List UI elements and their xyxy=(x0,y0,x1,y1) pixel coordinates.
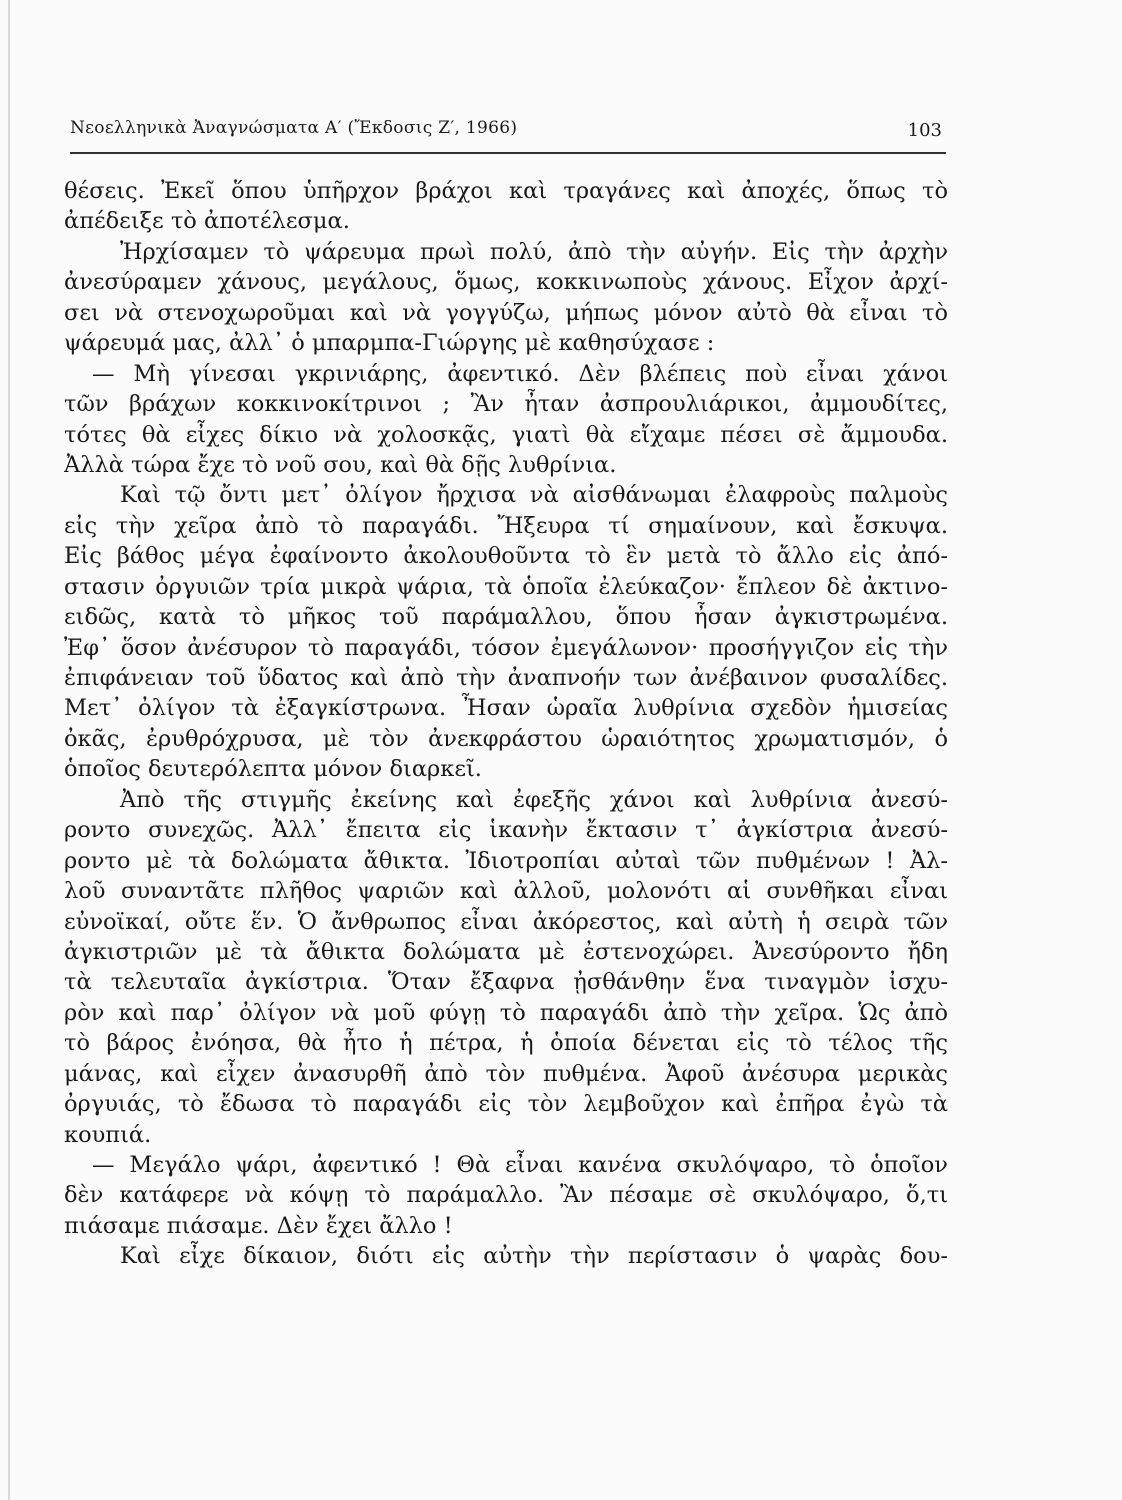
text-line: ψάρευμά μας, ἀλλ᾽ ὁ μπαρμπα-Γιώργης μὲ καθησύχασε : xyxy=(64,330,715,357)
page-gutter-edge xyxy=(8,0,10,1500)
text-line: Μετ᾽ ὀλίγον τὰ ἐξαγκίστρωνα. Ἦσαν ὡραῖα λυθρίνια σχεδὸν ἡμισείας xyxy=(64,695,948,722)
text-line: κουπιά. xyxy=(64,1121,152,1148)
text-line: εἰς τὴν χεῖρα ἀπὸ τὸ παραγάδι. Ἤξευρα τί σημαίνουν, καὶ ἔσκυψα. xyxy=(64,512,948,539)
text-line: πιάσαμε πιάσαμε. Δὲν ἔχει ἄλλο ! xyxy=(64,1212,453,1239)
text-line: εὐνοϊκαί, οὔτε ἕν. Ὁ ἄνθρωπος εἶναι ἀκόρεστος, καὶ αὐτὴ ἡ σειρὰ τῶν xyxy=(64,908,948,935)
text-line: τὰ τελευταῖα ἀγκίστρια. Ὅταν ἔξαφνα ᾐσθάνθην ἕνα τιναγμὸν ἰσχυ- xyxy=(64,969,948,996)
text-line: θέσεις. Ἐκεῖ ὅπου ὑπῆρχον βράχοι καὶ τραγάνες καὶ ἀποχές, ὅπως τὸ xyxy=(64,178,948,204)
dialogue-line: — Μεγάλο ψάρι, ἀφεντικό ! Θὰ εἶναι κανένα σκυλόψαρο, τὸ ὁποῖον xyxy=(92,1152,948,1178)
text-line: ὀργυιάς, τὸ ἔδωσα τὸ παραγάδι εἰς τὸν λεμβοῦχον καὶ ἐπῆρα ἐγὼ τὰ xyxy=(64,1091,948,1118)
text-line: δὲν κατάφερε νὰ κόψῃ τὸ παράμαλλο. Ἂν πέσαμε σὲ σκυλόψαρο, ὅ,τι xyxy=(64,1182,948,1209)
text-line: λοῦ συναντᾶτε πλῆθος ψαριῶν καὶ ἀλλοῦ, μολονότι αἱ συνθῆκαι εἶναι xyxy=(64,878,948,905)
text-line: Ἐφ᾽ ὅσον ἀνέσυρον τὸ παραγάδι, τόσον ἐμεγάλωνον· προσήγγιζον εἰς τὴν xyxy=(64,634,948,661)
text-line: Ἀλλὰ τώρα ἔχε τὸ νοῦ σου, καὶ θὰ δῇς λυθρίνια. xyxy=(64,451,617,478)
text-line: ἀπέδειξε τὸ ἀποτέλεσμα. xyxy=(64,208,350,235)
text-line: ὀκᾶς, ἐρυθρόχρυσα, μὲ τὸν ἀνεκφράστου ὡραιότητος χρωματισμόν, ὁ xyxy=(64,725,948,752)
page-number: 103 xyxy=(907,120,942,141)
text-line: ἀνεσύραμεν χάνους, μεγάλους, ὅμως, κοκκινωποὺς χάνους. Εἶχον ἀρχί- xyxy=(64,269,948,296)
text-line: ἐπιφάνειαν τοῦ ὕδατος καὶ ἀπὸ τὴν ἀναπνοήν των ἀνέβαινον φυσαλίδες. xyxy=(64,665,948,691)
text-line: ἀγκιστριῶν μὲ τὰ ἄθικτα δολώματα μὲ ἐστενοχώρει. Ἀνεσύροντο ἤδη xyxy=(64,938,948,965)
paragraph-first-line: Ἠρχίσαμεν τὸ ψάρευμα πρωὶ πολύ, ἀπὸ τὴν αὐγήν. Εἰς τὴν ἀρχὴν xyxy=(120,238,948,265)
text-line: τῶν βράχων κοκκινοκίτρινοι ; Ἂν ἦταν ἀσπρουλιάρικοι, ἀμμουδίτες, xyxy=(64,391,948,418)
body-text xyxy=(64,176,948,1272)
text-line: μάνας, καὶ εἶχεν ἀνασυρθῆ ἀπὸ τὸν πυθμένα. Ἀφοῦ ἀνέσυρα μερικὰς xyxy=(64,1060,948,1087)
text-line: τὸ βάρος ἐνόησα, θὰ ἦτο ἡ πέτρα, ἡ ὁποία δένεται εἰς τὸ τέλος τῆς xyxy=(64,1030,948,1057)
text-line: ρὸν καὶ παρ᾽ ὀλίγον νὰ μοῦ φύγῃ τὸ παραγάδι ἀπὸ τὴν χεῖρα. Ὡς ἀπὸ xyxy=(64,999,948,1026)
page-header xyxy=(70,112,946,154)
text-line: ροντο συνεχῶς. Ἀλλ᾽ ἔπειτα εἰς ἱκανὴν ἔκτασιν τ᾽ ἀγκίστρια ἀνεσύ- xyxy=(64,817,948,844)
text-line: στασιν ὀργυιῶν τρία μικρὰ ψάρια, τὰ ὁποῖα ἐλεύκαζον· ἔπλεον δὲ ἀκτινο- xyxy=(64,573,948,600)
dialogue-line: — Μὴ γίνεσαι γκρινιάρης, ἀφεντικό. Δὲν βλέπεις ποὺ εἶναι χάνοι xyxy=(92,360,948,387)
running-head: Νεοελληνικὰ Ἀναγνώσματα Α′ (Ἔκδοσις Ζ′, 1966) xyxy=(70,118,518,138)
paragraph-first-line: Καὶ εἶχε δίκαιον, διότι εἰς αὐτὴν τὴν περίστασιν ὁ ψαρὰς δου- xyxy=(120,1243,948,1270)
paragraph-first-line: Ἀπὸ τῆς στιγμῆς ἐκείνης καὶ ἐφεξῆς χάνοι καὶ λυθρίνια ἀνεσύ- xyxy=(120,786,948,813)
text-line: σει νὰ στενοχωροῦμαι καὶ νὰ γογγύζω, μήπως μόνον αὐτὸ θὰ εἶναι τὸ xyxy=(64,299,948,326)
text-line: ειδῶς, κατὰ τὸ μῆκος τοῦ παράμαλλου, ὅπου ἦσαν ἀγκιστρωμένα. xyxy=(64,604,948,631)
paragraph-first-line: Καὶ τῷ ὄντι μετ᾽ ὀλίγον ἤρχισα νὰ αἰσθάνωμαι ἐλαφροὺς παλμοὺς xyxy=(120,482,948,509)
text-line: Εἰς βάθος μέγα ἐφαίνοντο ἀκολουθοῦντα τὸ ἓν μετὰ τὸ ἄλλο εἰς ἀπό- xyxy=(64,543,948,570)
text-line: τότες θὰ εἶχες δίκιο νὰ χολοσκᾷς, γιατὶ θὰ εἴχαμε πέσει σὲ ἄμμουδα. xyxy=(64,421,948,448)
text-line: ροντο μὲ τὰ δολώματα ἄθικτα. Ἰδιοτροπίαι αὐταὶ τῶν πυθμένων ! Ἀλ- xyxy=(64,847,948,874)
text-line: ὁποῖος δευτερόλεπτα μόνον διαρκεῖ. xyxy=(64,756,482,783)
